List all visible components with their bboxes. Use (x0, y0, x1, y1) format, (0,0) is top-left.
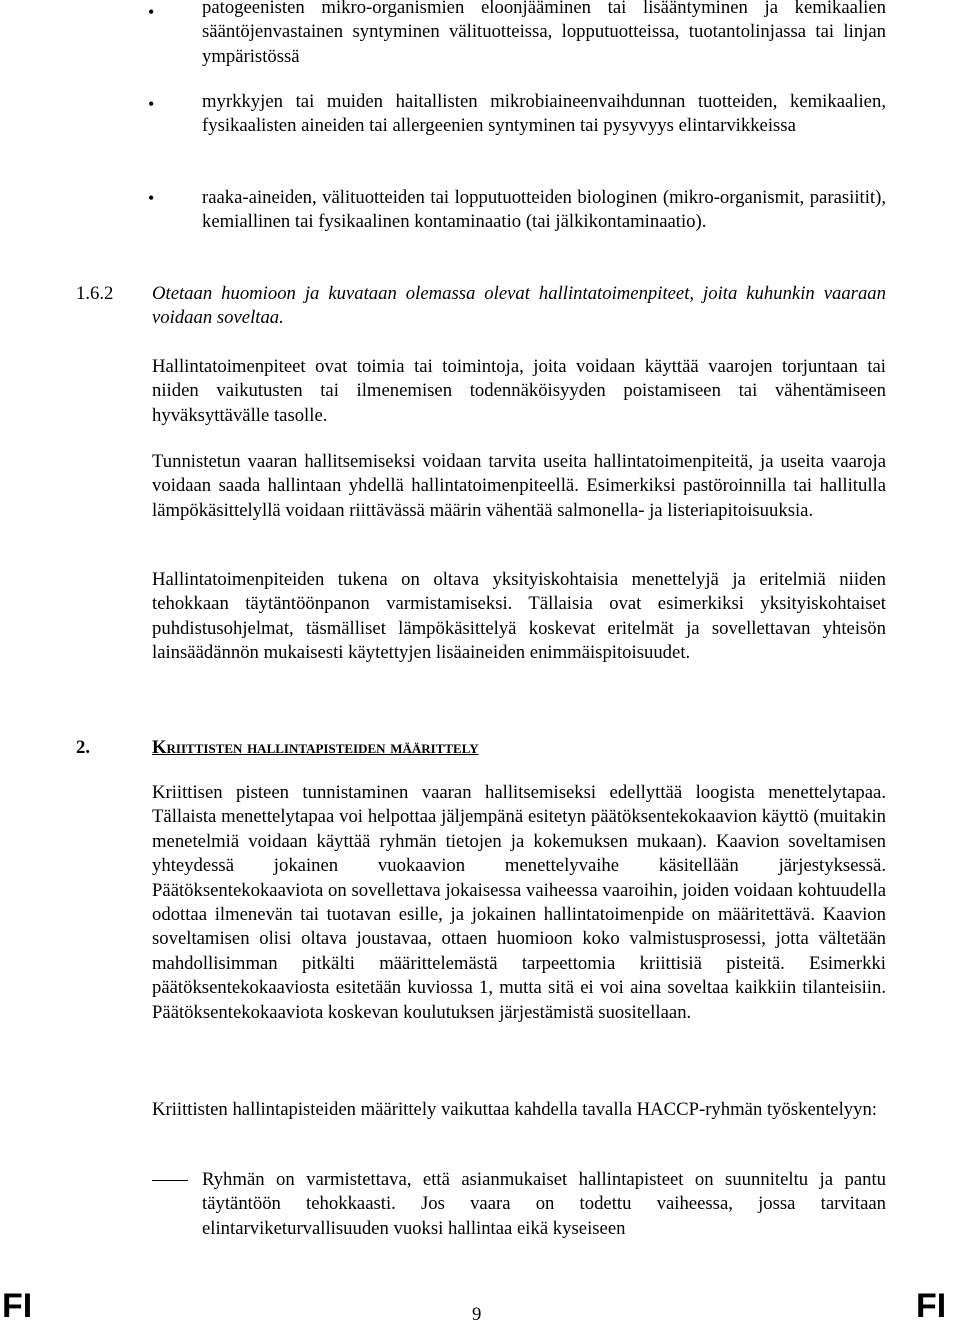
section-number: 2. (76, 737, 91, 758)
footer-language-code-left: FI (2, 1287, 33, 1325)
bullet-item: patogeenisten mikro-organismien eloonjääminen tai lisääntyminen ja kemikaalien sääntöjenvastainen syntyminen välituotteissa, lopputuotteissa, tuotantolinjassa tai linjan ympäristössä (202, 0, 886, 67)
page-number: 9 (472, 1304, 482, 1325)
bullet-item: raaka-aineiden, välituotteiden tai lopputuotteiden biologinen (mikro-organismit, parasiitit), kemiallinen tai fysikaalinen kontaminaatio (tai jälkikontaminaatio). (202, 187, 886, 233)
dash-marker (152, 1180, 188, 1181)
bullet-marker: • (148, 94, 155, 114)
bullet-item: myrkkyjen tai muiden haitallisten mikrobiaineenvaihdunnan tuotteiden, kemikaalien, fysikaalisten aineiden tai allergeenien syntyminen tai pysyvyys elintarvikkeissa (202, 91, 886, 137)
section-title: Kriittisten hallintapisteiden määrittely (152, 737, 479, 758)
dash-list-item: Ryhmän on varmistettava, että asianmukaiset hallintapisteet on suunniteltu ja pantu täytäntöön tehokkaasti. Jos vaara on todettu vaiheessa, jossa tarvitaan elintarviketurvallisuuden vuoksi hallintaa eikä kyseiseen (202, 1169, 886, 1239)
paragraph: Hallintatoimenpiteet ovat toimia tai toimintoja, joita voidaan käyttää vaarojen torjuntaan tai niiden vaikutusten tai ilmenemisen todennäköisyyden poistamiseen tai vähentämiseen hyväksyttävälle tasolle. (152, 356, 886, 426)
paragraph: Hallintatoimenpiteiden tukena on oltava yksityiskohtaisia menettelyjä ja eritelmiä niiden tehokkaan täytäntöönpanon varmistamiseksi. Tällaisia ovat esimerkiksi yksityiskohtaiset puhdistusohjelmat, täsmälliset lämpökäsittelyä koskevat eritelmät ja sovellettavan yhteisön lainsäädännön mukaisesti käytettyjen lisäaineiden enimmäispitoisuudet. (152, 569, 886, 664)
paragraph: Tunnistetun vaaran hallitsemiseksi voidaan tarvita useita hallintatoimenpiteitä, ja useita vaaroja voidaan saada hallintaan yhdellä hallintatoimenpiteellä. Esimerkiksi pastöroinnilla tai hallitulla lämpökäsittelyllä voidaan riittävässä määrin vähentää salmonella- ja listeriapitoisuuksia. (152, 451, 886, 521)
bullet-marker: • (148, 188, 155, 208)
paragraph: Kriittisen pisteen tunnistaminen vaaran hallitsemiseksi edellyttää loogista menettelytapaa. Tällaista menettelytapaa voi helpottaa jäljempänä esitetyn päätöksentekokaavion käyttö (muitakin menetelmiä voidaan käyttää ryhmän tietojen ja kokemuksen mukaan). Kaavion soveltamisen yhteydessä jokainen vuokaavion menettelyvaihe käsitellään järjestyksessä. Päätöksentekokaaviota on sovellettava jokaisessa vaiheessa vaaroihin, joiden voidaan kohtuudella odottaa ilmenevän tai tuotavan esille, ja jokainen hallintatoimenpide on määritettävä. Kaavion soveltamisen olisi oltava joustavaa, ottaen huomioon koko valmistusprosessi, jotta vältetään mahdollisimman pitkälti määrittelemästä tarpeettomia kriittisiä pisteitä. Esimerkki päätöksentekokaaviosta esitetään kuviossa 1, mutta sitä ei voi aina soveltaa kaikkiin tilanteisiin. Päätöksentekokaaviota koskevan koulutuksen järjestämistä suositellaan. (152, 782, 886, 1023)
subsection-number: 1.6.2 (76, 283, 114, 304)
footer-language-code-right: FI (916, 1287, 947, 1325)
bullet-marker: • (148, 2, 155, 22)
paragraph: Kriittisten hallintapisteiden määrittely vaikuttaa kahdella tavalla HACCP-ryhmän työskentelyyn: (152, 1099, 877, 1120)
subsection-title: Otetaan huomioon ja kuvataan olemassa olevat hallintatoimenpiteet, joita kuhunkin vaaraan voidaan soveltaa. (152, 283, 886, 329)
